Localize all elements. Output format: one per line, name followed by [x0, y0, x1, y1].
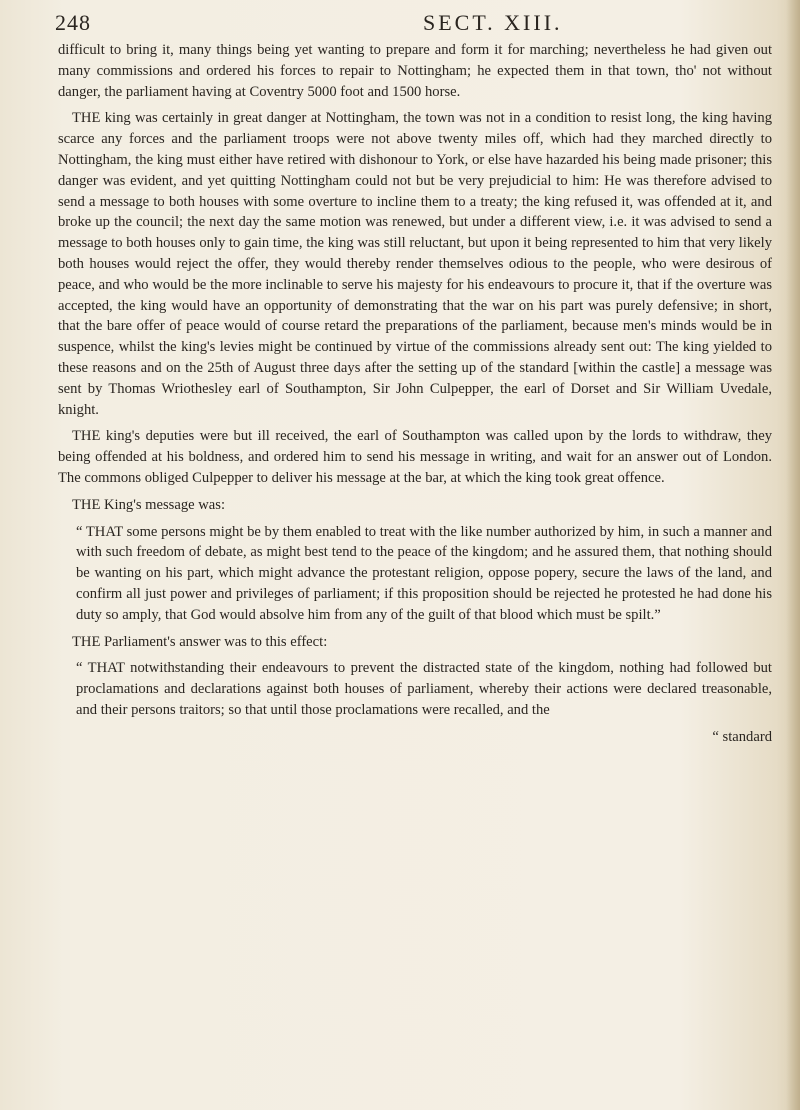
paragraph-deputies: THE king's deputies were but ill received, the earl of Southampton was called upon by the lords to withdraw, they being offended at his boldness, and ordered him to send his message in writing, and wait for an answer out of London. The commons obliged Culpepper to deliver his message at the bar, at which the king took great offence. [58, 428, 772, 486]
page-edge [786, 0, 800, 1110]
page-body [58, 40, 772, 748]
running-head: SECT. XIII. [423, 10, 563, 35]
catchword: “ standard [712, 728, 772, 745]
paragraph-continuation: difficult to bring it, many things being yet wanting to prepare and form it for marching; nevertheless he had given out many commissions and ordered his forces to repair to Nottingham; he expected them in that town, tho' not without danger, the parliament having at Coventry 5000 foot and 1500 horse. [58, 42, 772, 100]
page-header [55, 10, 775, 38]
page-number: 248 [55, 10, 91, 35]
paragraph-answer-intro: THE Parliament's answer was to this effect: [72, 633, 328, 650]
quote-king-message: “ THAT some persons might be by them enabled to treat with the like number authorized by him, in such a manner and with such freedom of debate, as might best tend to the peace of the kingdom; and he assured them, that nothing should be wanting on his part, which might advance the protestant religion, oppose popery, secure the laws of the land, and confirm all just power and privileges of parliament; if this proposition should be rejected he protested he had done his duty so amply, that God would absolve him from any of the guilt of that blood which must be spilt.” [76, 523, 772, 623]
quote-parliament-answer: “ THAT notwithstanding their endeavours to prevent the distracted state of the kingdom, nothing had followed but proclamations and declarations against both houses of parliament, whereby their actions were declared treasonable, and their persons traitors; so that until those proclamations were recalled, and the [76, 660, 772, 718]
paragraph-message-intro: THE King's message was: [72, 496, 225, 513]
paragraph-king-danger: THE king was certainly in great danger at Nottingham, the town was not in a condition to resist long, the king having scarce any forces and the parliament troops were not above twenty miles off, which had they marched directly to Nottingham, the king must either have retired with dishonour to York, or else have hazarded his being made prisoner; this danger was evident, and yet quitting Nottingham could not but be very prejudicial to him: He was therefore advised to send a message to both houses with some overture to incline them to a treaty; the king refused it, was offended at it, and broke up the council; the next day the same motion was renewed, but under a different view, i.e. it was advised to send a message to both houses only to gain time, the king was still reluctant, but upon it being represented to him that very likely both houses would reject the offer, they would thereby render themselves odious to the people, who were desirous of peace, and who would be the more inclinable to serve his majesty for his endeavours to procure it, that if the overture was accepted, the king would have an opportunity of demonstrating that the war on his part was purely defensive; in short, that the bare offer of peace would of course retard the preparations of the parliament, because men's minds would be in suspence, whilst the king's levies might be continued by virtue of the commissions already sent out: The king yielded to these reasons and on the 25th of August three days after the setting up of the standard [within the castle] a message was sent by Thomas Wriothesley earl of Southampton, Sir John Culpepper, the earl of Dorset and Sir William Uvedale, knight. [58, 110, 772, 418]
